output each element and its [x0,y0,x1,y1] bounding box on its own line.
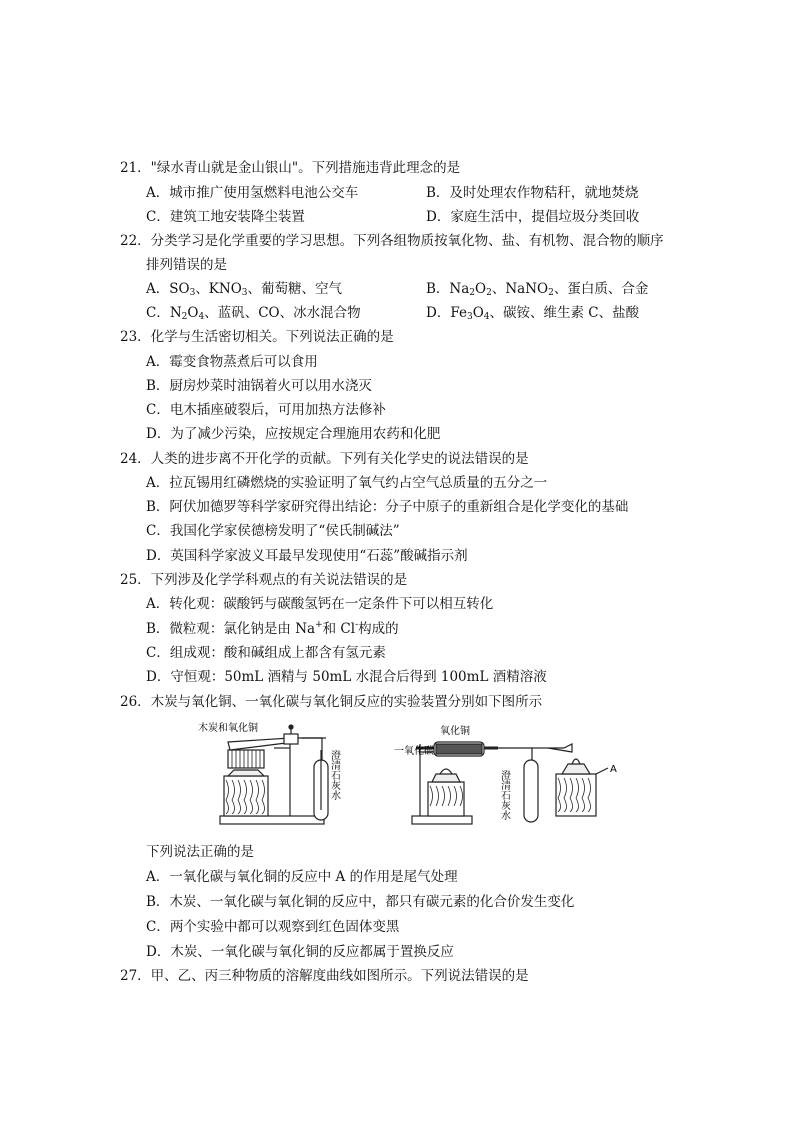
question-24-option-c: C．我国化学家侯德榜发明了“侯氏制碱法” [146,523,400,539]
left-apparatus [220,725,328,824]
apparatus-diagram [198,720,618,830]
right-label-co: 一氧化碳 [394,746,434,757]
question-27-stem: 27．甲、乙、丙三种物质的溶解度曲线如图所示。下列说法错误的是 [120,968,529,984]
question-22-option-c: C．$N_2O_4$、蓝矾、CO、冰水混合物 [146,305,361,322]
question-22-option-a: A．$SO_3$、$KNO_3$、葡萄糖、空气 [146,281,343,298]
question-26-option-d: D．木炭、一氧化碳与氧化铜的反应都属于置换反应 [146,944,454,960]
question-22-option-b: B．$Na_2O_2$、NaNO$_2$、蛋白质、合金 [426,281,649,298]
question-25-option-a: A．转化观：碳酸钙与碳酸氢钙在一定条件下可以相互转化 [146,596,494,612]
question-24-option-d: D．英国科学家波义耳最早发现使用“石蕊”酸碱指示剂 [146,548,468,564]
right-label-cuo: 氧化铜 [440,726,470,737]
right-label-a: A [610,764,617,775]
question-22-option-d: D．$Fe_3O_4$、碳铵、维生素 C、盐酸 [426,305,640,322]
question-26-stem: 26．木炭与氧化铜、一氧化碳与氧化铜反应的实验装置分别如下图所示 [120,694,543,710]
question-26-prompt: 下列说法正确的是 [146,844,254,860]
question-21-option-a: A．城市推广使用氢燃料电池公交车 [146,185,359,201]
question-22-stem: 22．分类学习是化学重要的学习思想。下列各组物质按氧化物、盐、有机物、混合物的顺序 [120,233,664,249]
question-26-option-c: C．两个实验中都可以观察到红色固体变黑 [146,919,400,935]
question-25-stem: 25．下列涉及化学学科观点的有关说法错误的是 [120,572,408,588]
question-21-option-c: C．建筑工地安装降尘装置 [146,209,305,225]
question-24-option-b: B．阿伏加德罗等科学家研究得出结论：分子中原子的重新组合是化学变化的基础 [146,499,629,515]
question-23-option-c: C．电木插座破裂后，可用加热方法修补 [146,402,386,418]
left-label-reagents: 木炭和氧化铜 [198,723,258,734]
question-25-option-d: D．守恒观：50mL 酒精与 50mL 水混合后得到 100mL 酒精溶液 [146,669,547,685]
question-25-option-c: C．组成观：酸和碱组成上都含有氢元素 [146,645,386,661]
question-21-option-b: B．及时处理农作物秸秆，就地焚烧 [426,185,639,201]
question-26-option-b: B．木炭、一氧化碳与氧化铜的反应中，都只有碳元素的化合价发生变化 [146,894,575,910]
question-25-option-b: B．微粒观：氯化钠是由 Na+和 Cl-构成的 [146,620,399,637]
question-22-stem-cont: 排列错误的是 [146,257,227,273]
question-21-stem: 21．"绿水青山就是金山银山"。下列措施违背此理念的是 [120,160,461,176]
question-23-option-d: D．为了减少污染，应按规定合理施用农药和化肥 [146,426,441,442]
right-label-limewater: 澄清石灰水 [498,770,510,820]
apparatus-figure [198,720,618,830]
question-26-option-a: A．一氧化碳与氧化铜的反应中 A 的作用是尾气处理 [146,869,458,885]
question-21-option-d: D．家庭生活中，提倡垃圾分类回收 [426,209,640,225]
question-23-option-a: A．霉变食物蒸煮后可以食用 [146,354,318,370]
question-23-stem: 23．化学与生活密切相关。下列说法正确的是 [120,329,394,345]
question-23-option-b: B．厨房炒菜时油锅着火可以用水浇灭 [146,378,372,394]
right-apparatus [412,742,608,824]
left-label-limewater: 澄清石灰水 [328,750,340,800]
question-24-stem: 24．人类的进步离不开化学的贡献。下列有关化学史的说法错误的是 [120,451,529,467]
question-24-option-a: A．拉瓦锡用红磷燃烧的实验证明了氧气约占空气总质量的五分之一 [146,475,548,491]
